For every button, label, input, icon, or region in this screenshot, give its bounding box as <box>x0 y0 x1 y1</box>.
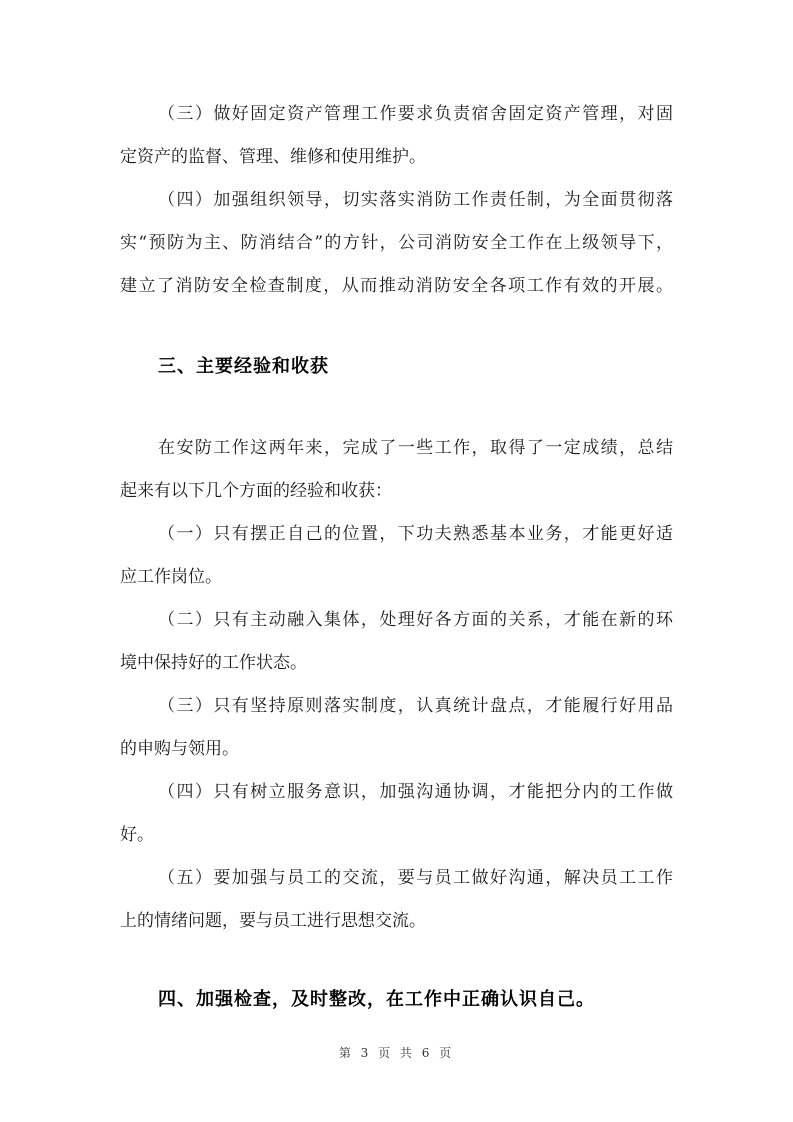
paragraph-asset-line-1: （三）做好固定资产管理工作要求负责宿舍固定资产管理，对固 <box>158 104 673 124</box>
experience-item-1-line-2: 应工作岗位。 <box>120 567 222 587</box>
experience-item-5-line-1: （五）要加强与员工的交流，要与员工做好沟通，解决员工工作 <box>158 868 673 888</box>
paragraph-asset-line-2: 定资产的监督、管理、维修和使用维护。 <box>120 147 426 167</box>
experience-item-2-line-1: （二）只有主动融入集体，处理好各方面的关系，才能在新的环 <box>158 610 673 630</box>
experience-item-5-line-2: 上的情绪问题，要与员工进行思想交流。 <box>120 911 426 931</box>
experience-item-2-line-2: 境中保持好的工作状态。 <box>120 653 307 673</box>
paragraph-fire-line-1: （四）加强组织领导，切实落实消防工作责任制，为全面贯彻落 <box>158 190 673 210</box>
section3-intro-line-2: 起来有以下几个方面的经验和收获： <box>120 481 392 501</box>
section3-intro-line-1: 在安防工作这两年来，完成了一些工作，取得了一定成绩，总结 <box>158 438 673 458</box>
paragraph-fire-line-2: 实“预防为主、防消结合”的方针，公司消防安全工作在上级领导下， <box>120 233 673 253</box>
section-heading-inspection: 四、加强检查，及时整改，在工作中正确认识自己。 <box>158 989 595 1010</box>
section-heading-experience: 三、主要经验和收获 <box>158 356 329 377</box>
experience-item-4-line-2: 好。 <box>120 825 154 845</box>
experience-item-1-line-1: （一）只有摆正自己的位置，下功夫熟悉基本业务，才能更好适 <box>158 524 673 544</box>
page-number-footer: 第 3 页 共 6 页 <box>338 1046 455 1060</box>
paragraph-fire-line-3: 建立了消防安全检查制度，从而推动消防安全各项工作有效的开展。 <box>120 276 673 296</box>
experience-item-4-line-1: （四）只有树立服务意识，加强沟通协调，才能把分内的工作做 <box>158 782 673 802</box>
experience-item-3-line-1: （三）只有坚持原则落实制度，认真统计盘点，才能履行好用品 <box>158 696 673 716</box>
experience-item-3-line-2: 的申购与领用。 <box>120 739 239 759</box>
